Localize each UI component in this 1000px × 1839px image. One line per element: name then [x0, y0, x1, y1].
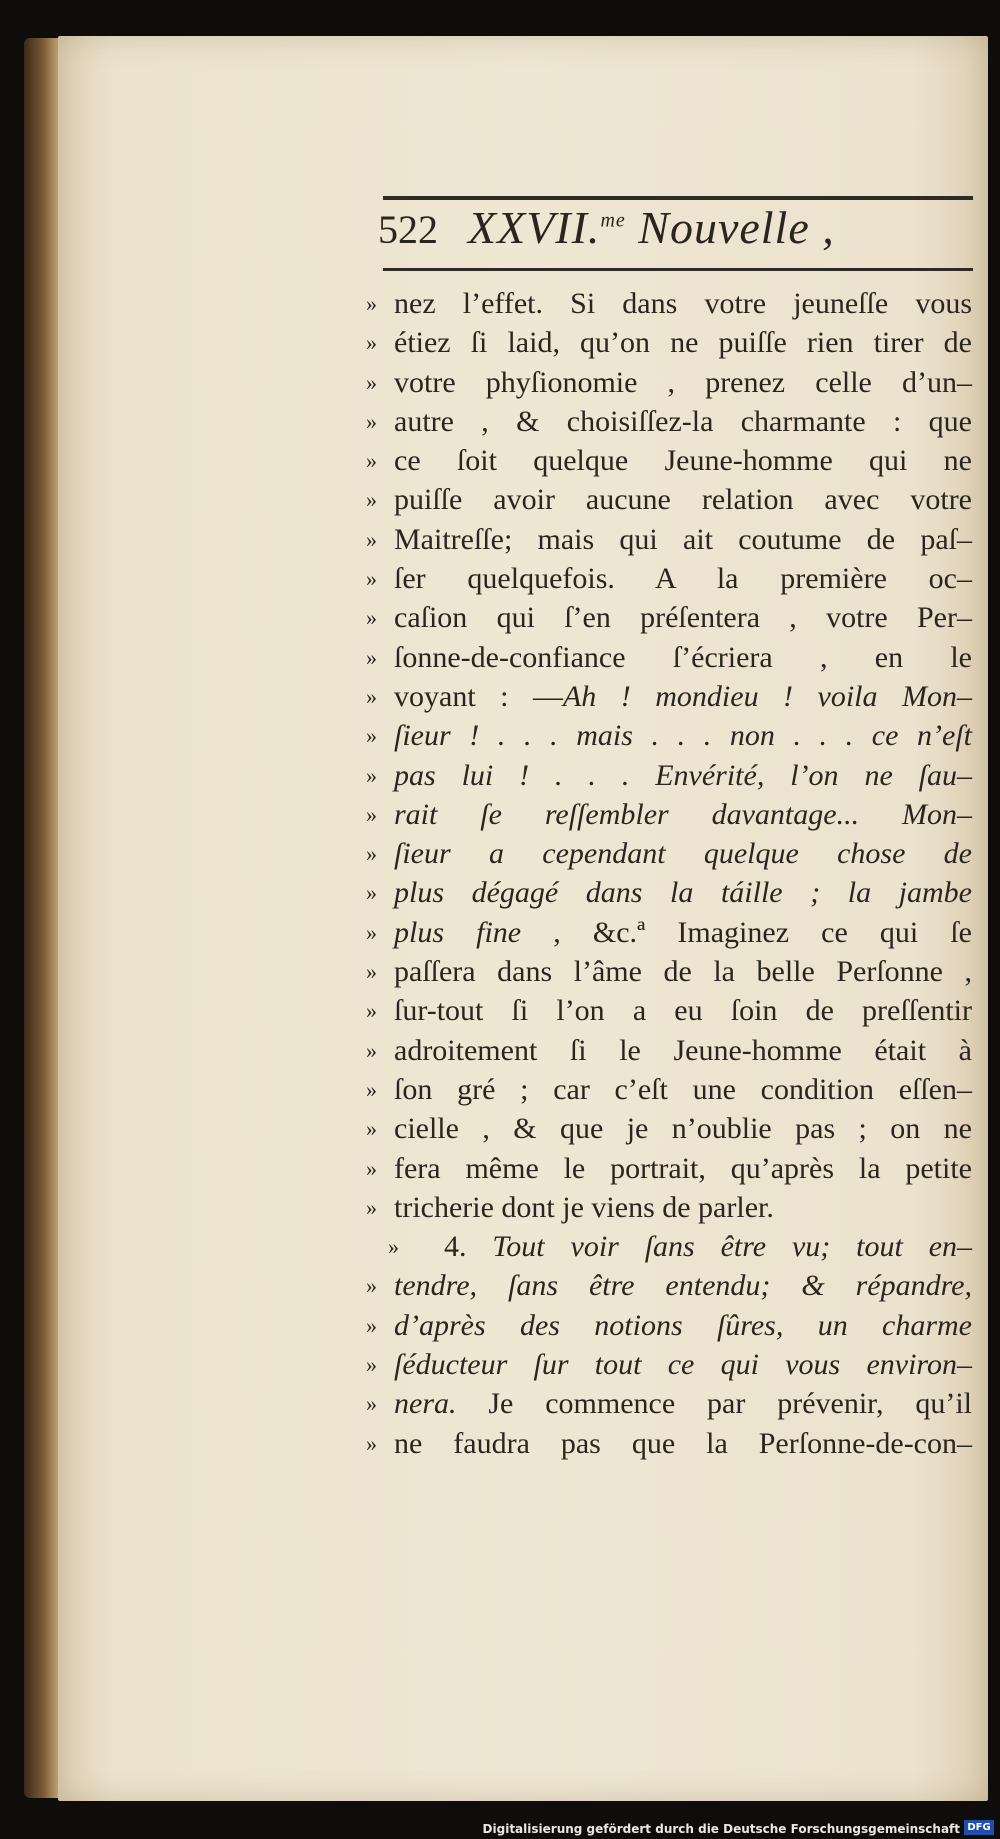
quote-mark: »: [366, 998, 377, 1024]
line-text: [394, 1188, 972, 1227]
line-text: [394, 1424, 972, 1463]
book-page: [58, 36, 988, 1801]
roman-text: voyant : —: [394, 679, 563, 713]
quote-mark: »: [366, 369, 377, 395]
text-line: [366, 716, 972, 755]
line-text: [394, 913, 972, 952]
roman-text: Je commence par prévenir, qu’il: [456, 1387, 972, 1421]
quote-mark: »: [366, 487, 377, 513]
funding-credit: Digitalisierung gefördert durch die Deutsche Forschungsgemeinschaft: [482, 1822, 960, 1836]
roman-text: cielle , & que je n’oublie pas ; on ne: [394, 1112, 972, 1146]
quote-mark: »: [366, 566, 377, 592]
line-text: [394, 873, 972, 912]
line-text: [394, 520, 972, 559]
roman-text: paſſera dans l’âme de la belle Perſonne ,: [394, 955, 972, 989]
quote-mark: »: [366, 526, 377, 552]
roman-text: ſon gré ; car c’eſt une condition eſſen–: [394, 1072, 972, 1106]
line-text: [394, 1109, 972, 1148]
quote-mark: »: [366, 1116, 377, 1142]
line-text: [394, 1345, 972, 1384]
quote-mark: »: [366, 959, 377, 985]
italic-text: rait ſe reſſembler davantage... Mon–: [394, 797, 972, 831]
roman-text: étiez ſi laid, qu’on ne puiſſe rien tirer de: [394, 326, 972, 360]
line-text: [394, 402, 972, 441]
quote-mark: »: [366, 448, 377, 474]
line-text: [394, 284, 972, 323]
quote-mark: »: [366, 644, 377, 670]
quote-mark: »: [366, 683, 377, 709]
quote-mark: »: [366, 1273, 377, 1299]
line-text: [416, 1227, 972, 1266]
text-line: [366, 834, 972, 873]
dfg-logo: DFG: [964, 1820, 994, 1835]
roman-text: ſur-tout ſi l’on a eu ſoin de preſſentir: [394, 994, 972, 1028]
quote-mark: »: [366, 880, 377, 906]
text-line: [366, 441, 972, 480]
italic-text: Tout voir ſans être vu; tout en–: [492, 1230, 973, 1264]
quote-mark: »: [366, 762, 377, 788]
text-line: [366, 873, 972, 912]
text-line: [366, 1188, 972, 1227]
text-line: [366, 952, 972, 991]
line-text: [394, 441, 972, 480]
page-number: 522: [378, 207, 438, 252]
line-text: [394, 716, 972, 755]
line-text: [394, 323, 972, 362]
text-line: [366, 795, 972, 834]
italic-text: pas lui ! . . . Envérité, l’on ne ſau–: [394, 758, 972, 792]
text-line: [366, 677, 972, 716]
text-line: [366, 1306, 972, 1345]
line-text: [394, 1149, 972, 1188]
roman-text: autre , & choisiſſez-la charmante : que: [394, 404, 972, 438]
line-text: [394, 677, 972, 716]
quote-mark: »: [366, 723, 377, 749]
line-text: [394, 1384, 972, 1423]
line-text: [394, 756, 972, 795]
quote-mark: »: [366, 1312, 377, 1338]
quote-mark: »: [366, 801, 377, 827]
roman-text: ſer quelquefois. A la première oc–: [394, 562, 972, 596]
text-line: [366, 1227, 972, 1266]
body-text: [366, 284, 972, 1463]
italic-text: d’après des notions ſûres, un charme: [394, 1308, 972, 1342]
text-line: [366, 1384, 972, 1423]
text-line: [366, 1031, 972, 1070]
running-title: [468, 201, 835, 254]
line-text: [394, 991, 972, 1030]
line-text: [394, 363, 972, 402]
italic-text: plus dégagé dans la táille ; la jambe: [394, 876, 972, 910]
line-text: [394, 638, 972, 677]
italic-text: ſieur ! . . . mais . . . non . . . ce n’eſt: [394, 719, 972, 753]
italic-text: tendre, ſans être entendu; & répandre,: [394, 1269, 972, 1303]
page-content: [308, 166, 973, 1466]
text-line: [366, 1266, 972, 1305]
roman-text: ce ſoit quelque Jeune-homme qui ne: [394, 444, 972, 478]
text-line: [366, 1070, 972, 1109]
roman-text: caſion qui ſ’en préſentera , votre Per–: [394, 601, 972, 635]
text-line: [366, 1424, 972, 1463]
running-title-numeral: XXVII.: [468, 202, 601, 253]
line-text: [394, 598, 972, 637]
quote-mark: »: [366, 1194, 377, 1220]
quote-mark: »: [366, 1391, 377, 1417]
line-text: [394, 559, 972, 598]
italic-text: Ah ! mondieu ! voila Mon–: [562, 679, 972, 713]
page-header: [378, 201, 978, 271]
text-line: [366, 598, 972, 637]
quote-mark: »: [366, 1155, 377, 1181]
roman-text: puiſſe avoir aucune relation avec votre: [394, 483, 972, 517]
text-line: [366, 756, 972, 795]
line-text: [394, 1266, 972, 1305]
text-line: [366, 520, 972, 559]
text-line: [366, 559, 972, 598]
quote-mark: »: [366, 330, 377, 356]
text-line: [366, 1149, 972, 1188]
running-title-word: Nouvelle ,: [638, 202, 835, 253]
quote-mark: »: [366, 605, 377, 631]
quote-mark: »: [366, 841, 377, 867]
line-text: [394, 834, 972, 873]
text-line: [366, 363, 972, 402]
roman-text: ne faudra pas que la Perſonne-de-con–: [394, 1426, 972, 1460]
quote-mark: »: [366, 408, 377, 434]
quote-mark: »: [388, 1234, 399, 1260]
header-rule-top: [383, 196, 973, 200]
quote-mark: »: [366, 291, 377, 316]
roman-text: adroitement ſi le Jeune-homme était à: [394, 1033, 972, 1067]
line-text: [394, 1306, 972, 1345]
text-line: [366, 284, 972, 323]
text-line: [366, 913, 972, 952]
roman-text: nez l’effet. Si dans votre jeuneſſe vous: [394, 287, 972, 320]
quote-mark: »: [366, 1430, 377, 1456]
roman-text: fera même le portrait, qu’après la petite: [394, 1151, 972, 1185]
italic-text: nera.: [394, 1387, 457, 1421]
line-text: [394, 1031, 972, 1070]
roman-text: , &c.ª Imaginez ce qui ſe: [521, 915, 972, 949]
running-title-superscript: me: [600, 209, 626, 232]
italic-text: ſéducteur ſur tout ce qui vous environ–: [394, 1348, 972, 1382]
italic-text: ſieur a cependant quelque chose de: [394, 837, 972, 871]
roman-text: votre phyſionomie , prenez celle d’un–: [394, 365, 972, 399]
roman-text: Maitreſſe; mais qui ait coutume de paſ–: [394, 522, 972, 556]
text-line: [366, 480, 972, 519]
text-line: [366, 402, 972, 441]
quote-mark: »: [366, 1037, 377, 1063]
line-text: [394, 795, 972, 834]
line-text: [394, 480, 972, 519]
roman-text: 4.: [444, 1230, 493, 1264]
italic-text: plus fine: [394, 915, 522, 949]
header-rule-bottom: [383, 268, 973, 271]
quote-mark: »: [366, 1076, 377, 1102]
text-line: [366, 323, 972, 362]
text-line: [366, 991, 972, 1030]
line-text: [394, 952, 972, 991]
text-line: [366, 1109, 972, 1148]
quote-mark: »: [366, 919, 377, 945]
roman-text: ſonne-de-confiance ſ’écriera , en le: [394, 640, 972, 674]
line-text: [394, 1070, 972, 1109]
roman-text: tricherie dont je viens de parler.: [394, 1190, 774, 1224]
text-line: [366, 638, 972, 677]
text-line: [366, 1345, 972, 1384]
quote-mark: »: [366, 1352, 377, 1378]
